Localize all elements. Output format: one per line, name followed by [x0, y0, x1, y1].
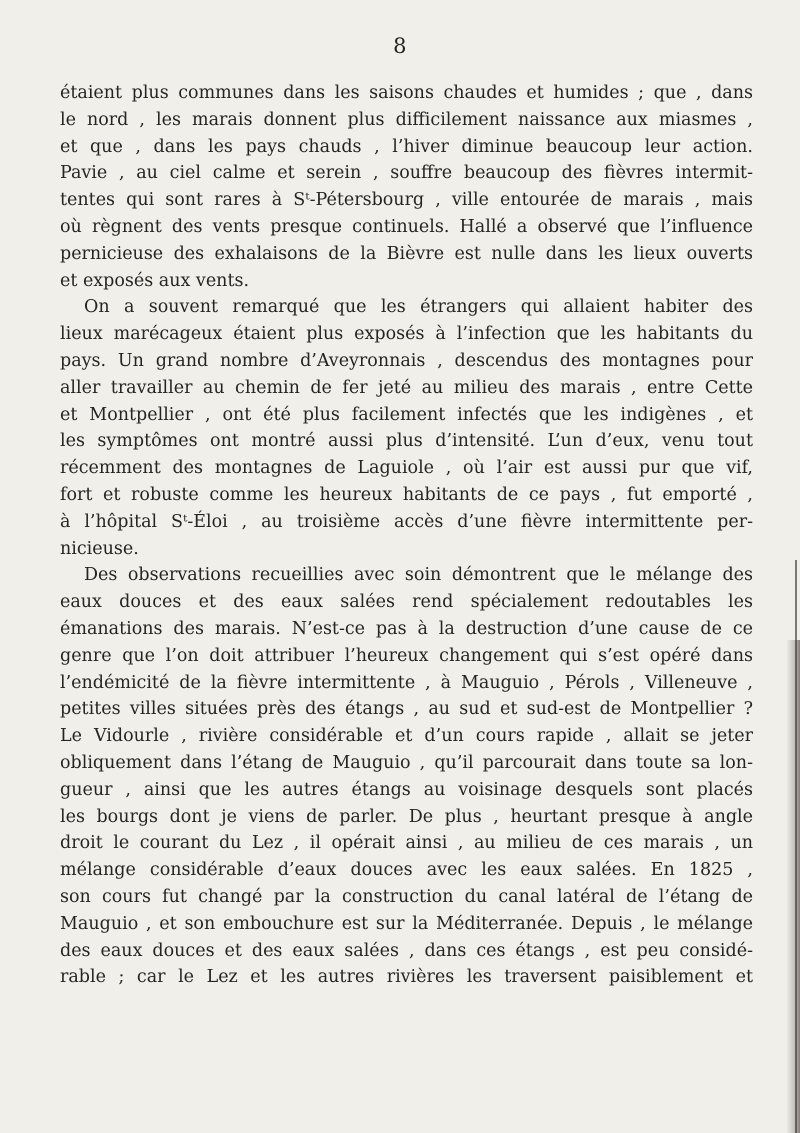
text-line: l’endémicité de la fièvre intermittente , à Mauguio , Pérols , Villeneuve , — [60, 672, 753, 693]
text-line: rable ; car le Lez et les autres rivières les traversent paisiblement et — [60, 967, 753, 988]
text-line: pernicieuse des exhalaisons de la Bièvre est nulle dans les lieux ouverts — [60, 243, 753, 264]
text-line: eaux douces et des eaux salées rend spécialement redoutables les — [60, 592, 753, 613]
text-line: des eaux douces et des eaux salées , dans ces étangs , est peu considé- — [60, 940, 753, 961]
text-line: récemment des montagnes de Laguiole , où l’air est aussi pur que vif, — [60, 458, 753, 479]
paragraph-2 — [60, 294, 753, 562]
text-line: tentes qui sont rares à Sᵗ-Pétersbourg , ville entourée de marais , mais — [60, 190, 753, 211]
body-text — [60, 80, 753, 991]
text-line: genre que l’on doit attribuer l’heureux changement qui s’est opéré dans — [60, 645, 753, 666]
paragraph-1 — [60, 80, 753, 294]
text-line: droit le courant du Lez , il opérait ainsi , au milieu de ces marais , un — [60, 833, 753, 854]
page-edge-shadow — [786, 640, 800, 1133]
text-line: Mauguio , et son embouchure est sur la Méditerranée. Depuis , le mélange — [60, 913, 753, 934]
text-line: Pavie , au ciel calme et serein , souffre beaucoup des fièvres intermit- — [60, 163, 753, 184]
text-line: et Montpellier , ont été plus facilement infectés que les indigènes , et — [60, 404, 753, 425]
text-line: fort et robuste comme les heureux habitants de ce pays , fut emporté , — [60, 484, 753, 505]
text-line: étaient plus communes dans les saisons chaudes et humides ; que , dans — [60, 83, 753, 103]
text-line: nicieuse. — [60, 538, 139, 559]
text-line: son cours fut changé par la construction du canal latéral de l’étang de — [60, 886, 753, 907]
text-line: obliquement dans l’étang de Mauguio , qu’il parcourait dans toute sa lon- — [60, 752, 753, 773]
text-line: petites villes situées près des étangs , au sud et sud-est de Montpellier ? — [60, 699, 753, 720]
text-line: aller travailler au chemin de fer jeté au milieu des marais , entre Cette — [60, 377, 753, 398]
text-line: mélange considérable d’eaux douces avec les eaux salées. En 1825 , — [60, 860, 753, 881]
text-line: Des observations recueillies avec soin démontrent que le mélange des — [84, 565, 753, 586]
text-line: émanations des marais. N’est-ce pas à la destruction d’une cause de ce — [60, 618, 753, 639]
text-line: On a souvent remarqué que les étrangers qui allaient habiter des — [84, 297, 753, 318]
text-line: pays. Un grand nombre d’Aveyronnais , descendus des montagnes pour — [60, 350, 753, 371]
text-line: où règnent des vents presque continuels. Hallé a observé que l’influence — [60, 216, 753, 237]
text-line: et exposés aux vents. — [60, 270, 250, 291]
text-line: Le Vidourle , rivière considérable et d’un cours rapide , allait se jeter — [60, 726, 753, 747]
page-number: 8 — [393, 34, 407, 58]
text-line: à l’hôpital Sᵗ-Éloi , au troisième accès d’une fièvre intermittente per- — [60, 511, 753, 532]
text-line: lieux marécageux étaient plus exposés à l’infection que les habitants du — [60, 324, 753, 345]
text-line: les bourgs dont je viens de parler. De plus , heurtant presque à angle — [60, 806, 753, 827]
text-line: les symptômes ont montré aussi plus d’intensité. L’un d’eux, venu tout — [60, 431, 753, 452]
text-line: le nord , les marais donnent plus difficilement naissance aux miasmes , — [60, 109, 753, 130]
paragraph-3 — [60, 562, 753, 991]
text-line: et que , dans les pays chauds , l’hiver diminue beaucoup leur action. — [60, 136, 753, 157]
text-line: gueur , ainsi que les autres étangs au voisinage desquels sont placés — [60, 779, 753, 800]
